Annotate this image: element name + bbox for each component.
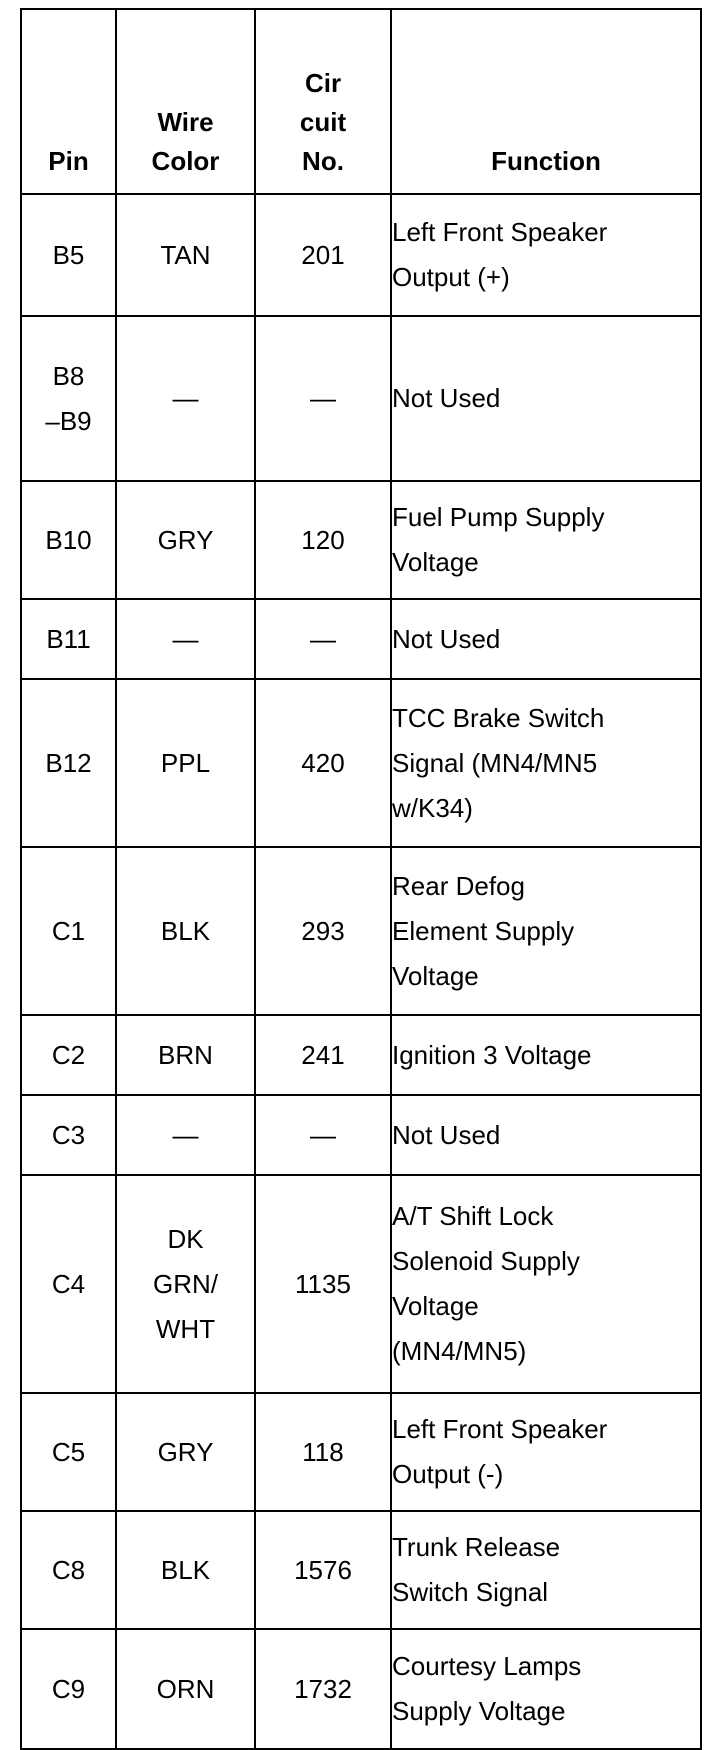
pin-cell: B5 <box>21 194 116 316</box>
pin-cell: C9 <box>21 1629 116 1749</box>
function-cell: Not Used <box>391 316 701 481</box>
wire-color-cell: BLK <box>116 1511 255 1629</box>
function-cell: Left Front Speaker Output (-) <box>391 1393 701 1511</box>
circuit-number-cell: 1135 <box>255 1175 391 1393</box>
wire-color-cell: BRN <box>116 1015 255 1095</box>
header-circuit-no: Cir cuit No. <box>255 9 391 194</box>
pin-cell: C2 <box>21 1015 116 1095</box>
table-row <box>21 1511 701 1629</box>
wire-color-cell: GRY <box>116 481 255 599</box>
table-row <box>21 599 701 679</box>
table-row <box>21 316 701 481</box>
function-cell: Left Front Speaker Output (+) <box>391 194 701 316</box>
table-row <box>21 1095 701 1175</box>
circuit-number-cell: 241 <box>255 1015 391 1095</box>
pin-cell: C8 <box>21 1511 116 1629</box>
table-row <box>21 847 701 1015</box>
table-row <box>21 679 701 847</box>
circuit-number-cell: — <box>255 599 391 679</box>
header-pin: Pin <box>21 9 116 194</box>
function-cell: Courtesy Lamps Supply Voltage <box>391 1629 701 1749</box>
table-header-row <box>21 9 701 194</box>
circuit-number-cell: 201 <box>255 194 391 316</box>
circuit-number-cell: — <box>255 1095 391 1175</box>
function-cell: Rear Defog Element Supply Voltage <box>391 847 701 1015</box>
connector-pin-table <box>20 8 702 1750</box>
wire-color-cell: GRY <box>116 1393 255 1511</box>
circuit-number-cell: 1732 <box>255 1629 391 1749</box>
table-row <box>21 1393 701 1511</box>
table-row <box>21 1175 701 1393</box>
wire-color-cell: TAN <box>116 194 255 316</box>
wire-color-cell: PPL <box>116 679 255 847</box>
circuit-number-cell: 420 <box>255 679 391 847</box>
wire-color-cell: — <box>116 1095 255 1175</box>
wire-color-cell: DK GRN/ WHT <box>116 1175 255 1393</box>
pin-cell: C1 <box>21 847 116 1015</box>
function-cell: Trunk Release Switch Signal <box>391 1511 701 1629</box>
pin-cell: C5 <box>21 1393 116 1511</box>
circuit-number-cell: 1576 <box>255 1511 391 1629</box>
circuit-number-cell: 118 <box>255 1393 391 1511</box>
header-wire-color: Wire Color <box>116 9 255 194</box>
function-cell: Fuel Pump Supply Voltage <box>391 481 701 599</box>
pin-cell: C3 <box>21 1095 116 1175</box>
table-row <box>21 1015 701 1095</box>
pin-cell: B12 <box>21 679 116 847</box>
wire-color-cell: — <box>116 599 255 679</box>
function-cell: A/T Shift Lock Solenoid Supply Voltage (MN4/MN5) <box>391 1175 701 1393</box>
pin-cell: B8 –B9 <box>21 316 116 481</box>
circuit-number-cell: — <box>255 316 391 481</box>
function-cell: Not Used <box>391 1095 701 1175</box>
wire-color-cell: ORN <box>116 1629 255 1749</box>
wire-color-cell: — <box>116 316 255 481</box>
pin-cell: B11 <box>21 599 116 679</box>
table-row <box>21 194 701 316</box>
pin-cell: C4 <box>21 1175 116 1393</box>
table-row <box>21 1629 701 1749</box>
header-function: Function <box>391 9 701 194</box>
function-cell: Ignition 3 Voltage <box>391 1015 701 1095</box>
table-body <box>21 194 701 1749</box>
table-row <box>21 481 701 599</box>
circuit-number-cell: 293 <box>255 847 391 1015</box>
function-cell: TCC Brake Switch Signal (MN4/MN5 w/K34) <box>391 679 701 847</box>
function-cell: Not Used <box>391 599 701 679</box>
wire-color-cell: BLK <box>116 847 255 1015</box>
pin-cell: B10 <box>21 481 116 599</box>
circuit-number-cell: 120 <box>255 481 391 599</box>
